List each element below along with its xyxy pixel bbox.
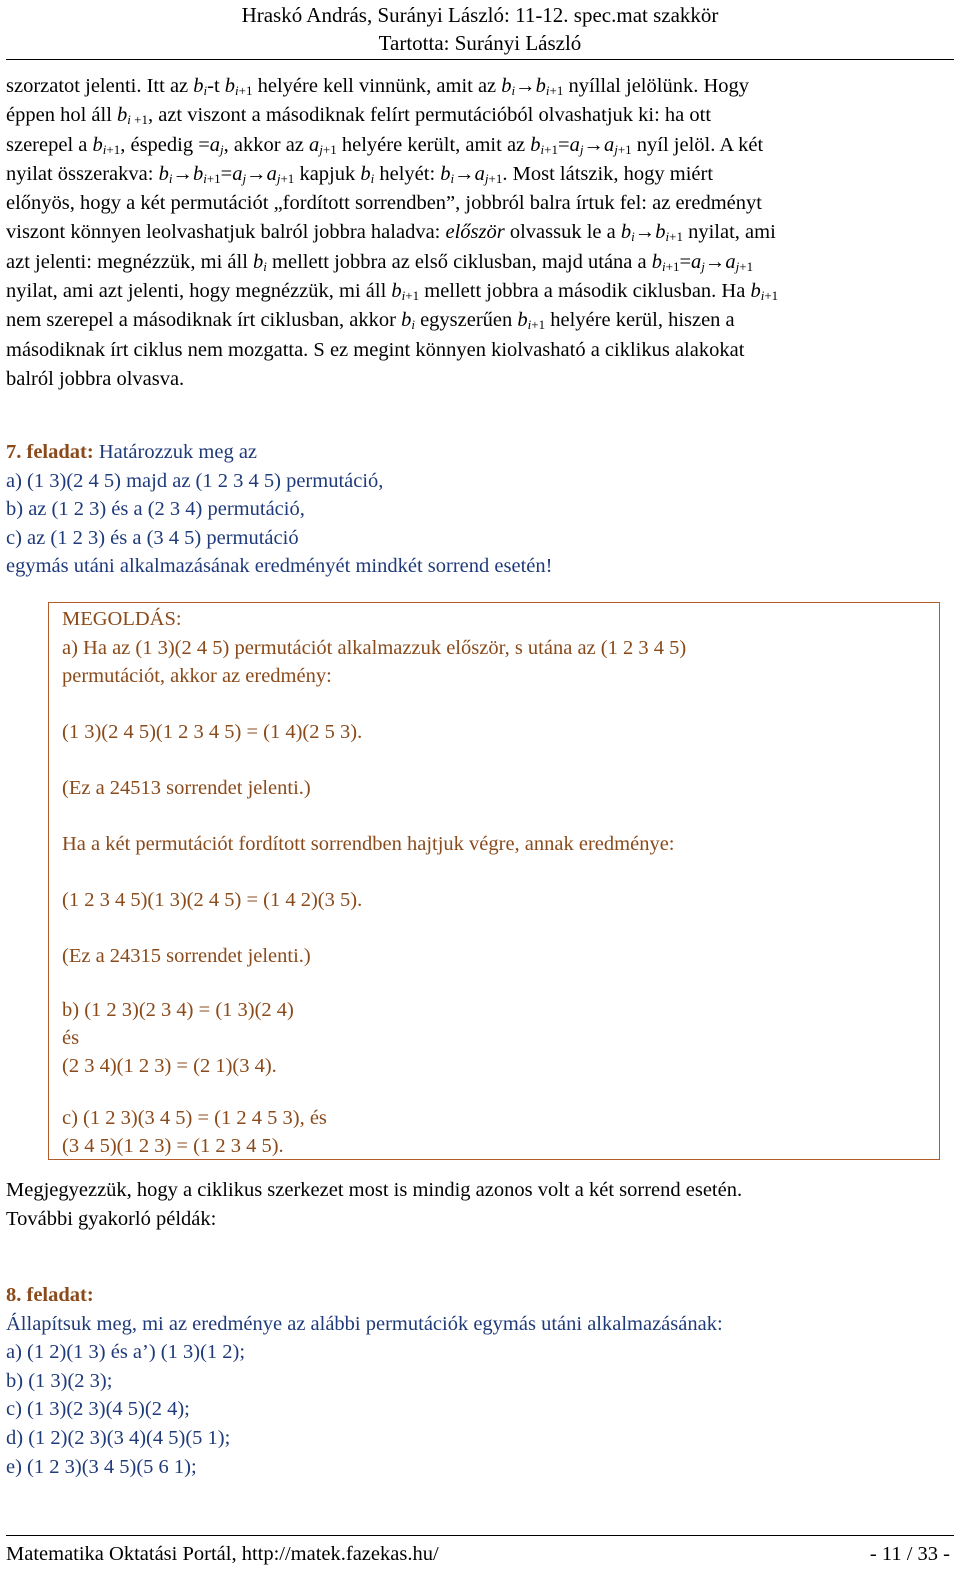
intro-line: szerepel a $b_{i+1}$, éspedig $=a_j$, akkor az $a_{j+1}$ helyére került, amit az $b_{i+1}=a_j\to a_{j+1}$ nyíl jelöl. A két xyxy=(6,133,764,157)
task-item: b) (1 3)(2 3); xyxy=(6,1369,113,1392)
running-header-teacher: Tartotta: Surányi László xyxy=(378,31,582,55)
task-item: a) (1 2)(1 3) és a’) (1 3)(1 2); xyxy=(6,1341,246,1364)
solution-line: (2 3 4)(1 2 3) = (2 1)(3 4). xyxy=(62,1055,277,1077)
intro-line: nyilat, ami azt jelenti, hogy megnézzük, mi áll $b_{i+1}$ mellett jobbra a második ciklusban. Ha $b_{i+1}$ xyxy=(6,280,779,304)
task-item: d) (1 2)(2 3)(3 4)(4 5)(5 1); xyxy=(6,1426,231,1449)
solution-line: Ha a két permutációt fordított sorrendben hajtjuk végre, annak eredménye: xyxy=(62,833,675,855)
header-rule xyxy=(6,59,954,60)
task-item: c) (1 3)(2 3)(4 5)(2 4); xyxy=(6,1398,190,1421)
intro-line: nyilat összerakva: $b_i\to b_{i+1}=a_j\to a_{j+1}$ kapjuk $b_i$ helyét: $b_i\to a_{j+1}$. Most látszik, hogy miért xyxy=(6,162,714,186)
solution-line: b) (1 2 3)(2 3 4) = (1 3)(2 4) xyxy=(62,999,294,1021)
task-7-heading xyxy=(6,438,950,467)
task-item: c) az (1 2 3) és a (3 4 5) permutáció xyxy=(6,526,299,549)
intro-line: azt jelenti: megnézzük, mi áll $b_i$ mellett jobbra az első ciklusban, majd utána a $b_{i+1}=a_j\to a_{j+1}$ xyxy=(6,250,754,274)
task-8 xyxy=(6,1281,950,1481)
solution-line: permutációt, akkor az eredmény: xyxy=(62,665,332,687)
solution-line: c) (1 2 3)(3 4 5) = (1 2 4 5 3), és xyxy=(62,1107,327,1129)
solution-line: és xyxy=(62,1027,80,1049)
task-item: e) (1 2 3)(3 4 5)(5 6 1); xyxy=(6,1455,197,1478)
intro-line: másodiknak írt ciklus nem mozgatta. S ez megint könnyen kiolvasható a ciklikus alakokat xyxy=(6,338,745,361)
task-item: a) (1 3)(2 4 5) majd az (1 2 3 4 5) permutáció, xyxy=(6,469,384,492)
solution-line: (1 2 3 4 5)(1 3)(2 4 5) = (1 4 2)(3 5). xyxy=(62,889,363,911)
intro-line: éppen hol áll $b_i$ $_{+1}$, azt viszont a másodiknak felírt permutációból olvashatjuk ki: ha ott xyxy=(6,104,712,128)
solution-line: (Ez a 24513 sorrendet jelenti.) xyxy=(62,777,311,799)
task-title: Határozzuk meg az xyxy=(98,441,258,463)
intro-line: előnyös, hogy a két permutációt „fordított sorrendben”, jobbról balra írtuk fel: az eredményt xyxy=(6,192,762,215)
note-line: További gyakorló példák: xyxy=(6,1207,217,1230)
note-line: Megjegyezzük, hogy a ciklikus szerkezet most is mindig azonos volt a két sorrend esetén. xyxy=(6,1179,743,1201)
note-paragraph xyxy=(6,1176,950,1233)
intro-paragraph xyxy=(6,72,950,394)
intro-line: nem szerepel a másodiknak írt ciklusban, akkor $b_i$ egyszerűen $b_{i+1}$ helyére kerül, hiszen a xyxy=(6,309,735,333)
task-closing: egymás utáni alkalmazásának eredményét mindkét sorrend esetén! xyxy=(6,555,553,578)
task-title: Állapítsuk meg, mi az eredménye az alábbi permutációk egymás utáni alkalmazásának: xyxy=(6,1312,723,1335)
intro-text: Most látszik, hogy miért xyxy=(512,162,714,185)
solution-line: (Ez a 24315 sorrendet jelenti.) xyxy=(62,945,311,967)
footer-portal-link: Matematika Oktatási Portál, http://matek.fazekas.hu/ xyxy=(6,1543,439,1565)
intro-line: viszont könnyen leolvashatjuk balról jobbra haladva: először olvassuk le a $b_i\to b_{i+1}$ nyilat, ami xyxy=(6,221,776,245)
intro-text: helyére kerül, hiszen a xyxy=(550,309,735,332)
solution-line: (3 4 5)(1 2 3) = (1 2 3 4 5). xyxy=(62,1135,284,1157)
task-8-heading xyxy=(6,1281,950,1310)
intro-line: szorzatot jelenti. Itt az $b_i-t$ $b_{i+1}$ helyére kell vinnünk, amit az $b_i\to b_{i+1}$ nyíllal jelölünk. Hogy xyxy=(6,75,749,98)
intro-line: balról jobbra olvasva. xyxy=(6,367,185,390)
solution-line: a) Ha az (1 3)(2 4 5) permutációt alkalmazzuk először, s utána az (1 2 3 4 5) xyxy=(62,637,687,659)
solution-line: (1 3)(2 4 5)(1 2 3 4 5) = (1 4)(2 5 3). xyxy=(62,721,363,743)
footer-rule xyxy=(6,1535,954,1536)
task-label: 8. feladat: xyxy=(6,1284,94,1306)
page-number: - 11 / 33 - xyxy=(869,1543,950,1565)
running-header-title: Hraskó András, Surányi László: 11-12. spec.mat szakkör xyxy=(241,3,719,27)
task-7 xyxy=(6,438,950,581)
task-label: 7. feladat: xyxy=(6,441,94,463)
task-item: b) az (1 2 3) és a (2 3 4) permutáció, xyxy=(6,498,305,521)
solution-heading: MEGOLDÁS: xyxy=(62,608,182,630)
